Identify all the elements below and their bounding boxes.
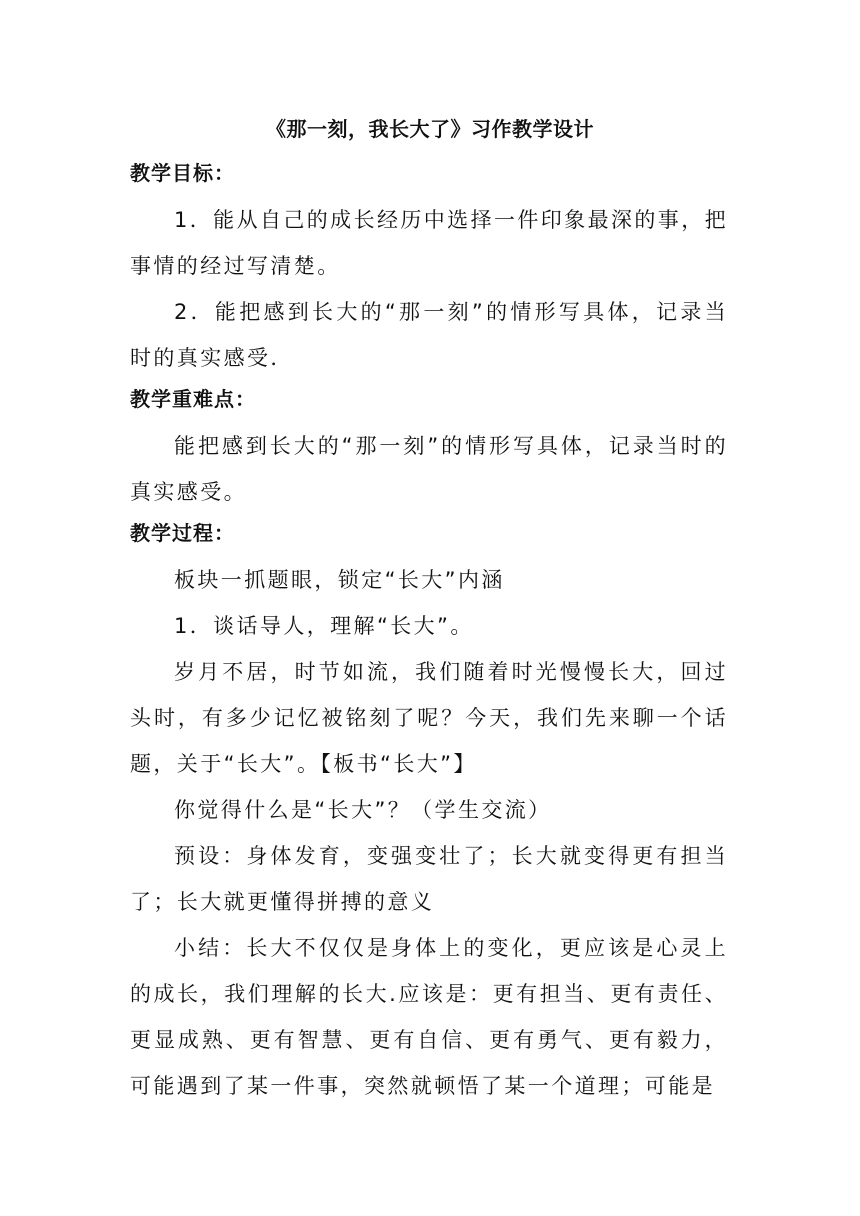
summary-paragraph: 小结：长大不仅仅是身体上的变化，更应该是心灵上的成长，我们理解的长大.应该是：更有担当、更有责任、更显成熟、更有智慧、更有自信、更有勇气、更有毅力，可能遇到了某一件事，突然就顿悟了某一个道理；可能是 [130,936,728,1098]
key-points-text: 能把感到长大的“那一刻”的情形写具体，记录当时的真实感受。 [130,434,728,504]
preset-paragraph: 预设：身体发育，变强变壮了；长大就变得更有担当了；长大就更懂得拼搏的意义 [130,844,728,914]
goals-heading: 教学目标： [130,161,235,185]
goal-1: 1．能从自己的成长经历中选择一件印象最深的事，把事情的经过写清楚。 [130,208,728,278]
goal-2: 2．能把感到长大的“那一刻”的情形写具体，记录当时的真实感受． [130,300,728,370]
document-title: 《那一刻，我长大了》习作教学设计 [266,117,594,141]
step-1: 1．谈话导人，理解“长大”。 [174,614,474,638]
question-paragraph: 你觉得什么是“长大”？（学生交流） [174,798,552,822]
document-body [130,155,728,1109]
intro-paragraph: 岁月不居，时节如流，我们随着时光慢慢长大，回过头时，有多少记忆被铭刻了呢？今天，我们先来聊一个话题，关于“长大”。【板书“长大”】 [130,660,728,776]
block-1-title: 板块一抓题眼，锁定“长大”内涵 [174,568,505,592]
key-points-heading: 教学重难点： [130,387,256,411]
process-heading: 教学过程： [130,521,235,545]
